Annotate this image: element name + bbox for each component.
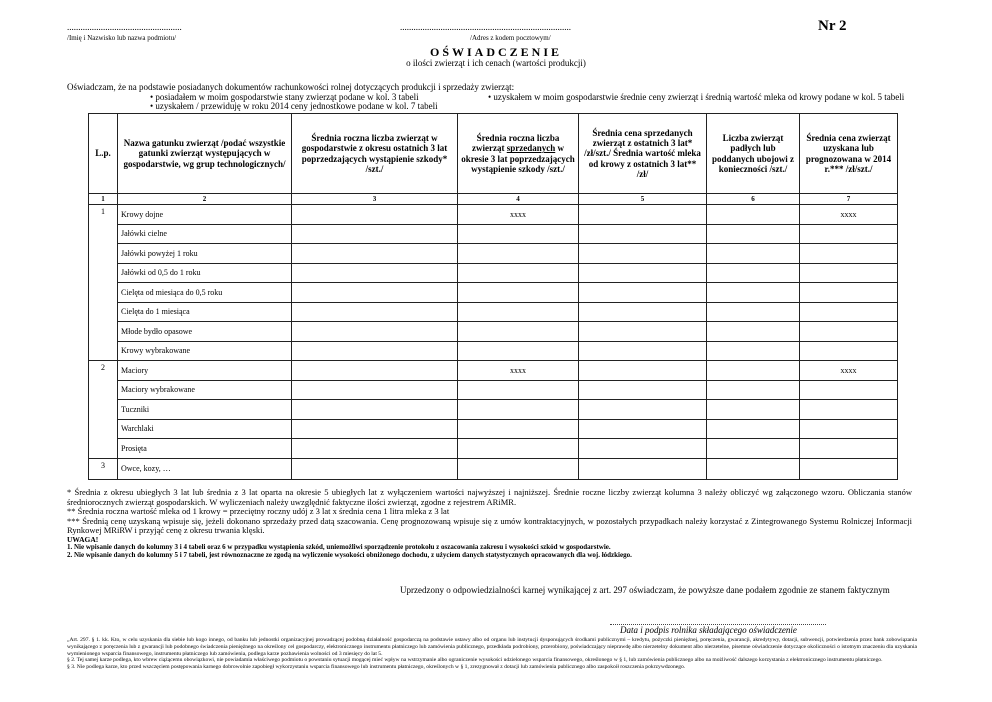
row-species-name: Cielęta do 1 miesiąca [118,302,292,322]
column-number-row [89,194,898,205]
header-species-name: Nazwa gatunku zwierząt /podać wszystkie gatunki zwierząt występujących w gospodarstwie, wg grup technologicznych/ [118,114,292,194]
header-sold-count-post: w okresie 3 lat poprzedzających wystąpienie szkody /szt./ [461,143,575,174]
row-lp: 3 [89,458,118,480]
cell-sold-count[interactable] [458,400,579,420]
cell-sold-count[interactable] [458,419,579,439]
row-species-name: Krowy dojne [118,205,292,225]
column-number: 7 [800,194,898,205]
cell-dead-count[interactable] [707,322,800,342]
cell-average-count[interactable] [292,244,458,264]
cell-average-price[interactable] [579,263,707,283]
cell-average-price[interactable] [579,283,707,303]
cell-sold-count[interactable] [458,380,579,400]
table-row [89,244,898,264]
cell-dead-count[interactable] [707,224,800,244]
cell-average-count[interactable] [292,302,458,322]
name-label: /Imię i Nazwisko lub nazwa podmiotu/ [67,34,177,42]
intro-bullet-1: • posiadałem w moim gospodarstwie stany zwierząt podane w kol. 3 tabeli [150,92,419,102]
row-species-name: Jałówki powyżej 1 roku [118,244,292,264]
cell-average-count[interactable] [292,419,458,439]
intro-statement: Oświadczam, że na podstawie posiadanych dokumentów rachunkowości rolnej dotyczących produkcji i sprzedaży zwierząt: [67,82,515,92]
cell-expected-price[interactable] [800,263,898,283]
cell-sold-count[interactable] [458,244,579,264]
footnotes [67,488,912,560]
header-expected-price: Średnia cena zwierząt uzyskana lub prognozowana w 2014 r.*** /zł/szt./ [800,114,898,194]
cell-average-price[interactable] [579,302,707,322]
cell-average-price[interactable] [579,439,707,459]
cell-dead-count[interactable] [707,439,800,459]
table-row [89,361,898,381]
form-number: Nr 2 [818,18,847,34]
cell-average-count[interactable] [292,458,458,480]
cell-expected-price[interactable] [800,302,898,322]
cell-average-price[interactable] [579,341,707,361]
row-lp: 1 [89,205,118,361]
cell-dead-count[interactable] [707,341,800,361]
table-row [89,224,898,244]
cell-sold-count[interactable] [458,302,579,322]
cell-expected-price[interactable] [800,419,898,439]
warning-1: 1. Nie wpisanie danych do kolumny 3 i 4 tabeli oraz 6 w przypadku wystąpienia szkód, uniemożliwi sporządzenie protokołu z oszacowania zakresu i wysokości szkód w gospodarstwie. [67,542,611,551]
cell-dead-count[interactable] [707,361,800,381]
cell-sold-count[interactable] [458,341,579,361]
row-species-name: Młode bydło opasowe [118,322,292,342]
cell-average-price[interactable] [579,380,707,400]
cell-dead-count[interactable] [707,419,800,439]
intro-bullet-2: • uzyskałem w moim gospodarstwie średnie ceny zwierząt i średnią wartość mleka od krowy podane w kol. 5 tabeli [488,92,905,102]
cell-average-price[interactable] [579,224,707,244]
row-species-name: Warchlaki [118,419,292,439]
cell-expected-price[interactable]: xxxx [800,205,898,225]
table-row [89,400,898,420]
legal-paragraph-1: „Art. 297. § 1. kk. Kto, w celu uzyskania dla siebie lub kogo innego, od banku lub jednostki organizacyjnej prowadzącej podobną działalność gospodarczą na podstawie ustawy albo od organu lub instytucji dysponujących środkami publicznymi – kredytu, pożyczki pieniężnej, poręczenia, gwarancji, akredytywy, dotacji, subwencji, potwierdzenia przez bank zobowiązania wynikającego z poręczenia lub z gwarancji lub podobnego świadczenia pieniężnego na określony cel gospodarczy, elektronicznego instrumentu płatniczego lub zamówienia publicznego, przedkłada podrobiony, przerobiony, poświadczający nieprawdę albo nierzetelny dokument albo nierzetelne, pisemne oświadczenie dotyczące okoliczności o istotnym znaczeniu dla uzyskania wymienionego wsparcia finansowego, instrumentu płatniczego lub zamówienia, podlega karze pozbawienia wolności od 3 miesięcy do lat 5. [67,637,917,657]
declaration-text: Uprzedzony o odpowiedzialności karnej wynikającej z art. 297 oświadczam, że powyższe dane podałem zgodnie ze stanem faktycznym [400,585,890,595]
table-row [89,458,898,480]
cell-average-count[interactable] [292,341,458,361]
cell-average-price[interactable] [579,205,707,225]
cell-sold-count[interactable]: xxxx [458,361,579,381]
cell-sold-count[interactable] [458,283,579,303]
animals-table [88,113,898,480]
page-subtitle: o ilości zwierząt i ich cenach (wartości produkcji) [406,58,586,68]
row-species-name: Prosięta [118,439,292,459]
table-row [89,341,898,361]
cell-average-count[interactable] [292,283,458,303]
cell-dead-count[interactable] [707,400,800,420]
cell-dead-count[interactable] [707,380,800,400]
cell-expected-price[interactable] [800,380,898,400]
name-dotted-line[interactable]: ................................................... [67,22,182,32]
header-average-count: Średnia roczna liczba zwierząt w gospodarstwie z okresu ostatnich 3 lat poprzedzających wystąpienie szkody* /szt./ [292,114,458,194]
table-row [89,205,898,225]
cell-expected-price[interactable] [800,439,898,459]
table-row [89,263,898,283]
column-number: 2 [118,194,292,205]
row-species-name: Krowy wybrakowane [118,341,292,361]
cell-average-count[interactable] [292,263,458,283]
cell-dead-count[interactable] [707,244,800,264]
footnote-3: *** Średnią cenę uzyskaną wpisuje się, jeżeli dokonano sprzedaży przed datą szacowania. Cenę prognozowaną wpisuje się z umów kontraktacyjnych, w pozostałych przypadkach należy korzystać z Zintegrowanego Systemu Rolniczej Informacji Rynkowej MRiRW i przyjąć cenę z okresu trwania klęski. [67,515,912,536]
cell-sold-count[interactable] [458,439,579,459]
column-number: 4 [458,194,579,205]
footnote-2: ** Średnia roczna wartość mleka od 1 krowy = przeciętny roczny udój z 3 lat x średnia cena 1 litra mleka z 3 lat [67,506,450,517]
cell-average-count[interactable] [292,361,458,381]
cell-average-count[interactable] [292,205,458,225]
cell-expected-price[interactable] [800,322,898,342]
table-row [89,419,898,439]
column-number: 6 [707,194,800,205]
row-species-name: Tuczniki [118,400,292,420]
table-row [89,283,898,303]
table-row [89,302,898,322]
table-row [89,439,898,459]
header-sold-count [458,114,579,194]
signature-label: Data i podpis rolnika składającego oświadczenie [620,625,797,635]
legal-paragraph-3: § 3. Nie podlega karze, kto przed wszczęciem postępowania karnego dobrowolnie zapobiegł wykorzystaniu wsparcia finansowego lub instrumentu płatniczego, określonych w § 1, zrezygnował z dotacji lub zamówienia publicznego albo zaspokoił roszczenia pokrzywdzonego. [67,664,686,671]
header-average-price: Średnia cena sprzedanych zwierząt z ostatnich 3 lat* /zł/szt./ Średnia wartość mleka od krowy z ostatnich 3 lat** /zł/ [579,114,707,194]
row-lp: 2 [89,361,118,459]
cell-average-count[interactable] [292,400,458,420]
cell-expected-price[interactable] [800,400,898,420]
cell-expected-price[interactable] [800,458,898,480]
row-species-name: Owce, kozy, … [118,458,292,480]
table-row [89,380,898,400]
legal-paragraph-2: § 2. Tej samej karze podlega, kto wbrew ciążącemu obowiązkowi, nie powiadamia właściwego podmiotu o powstaniu sytuacji mogącej mieć wpływ na wstrzymanie albo ograniczenie wysokości udzielonego wsparcia finansowego, określonego w § 1, lub zamówienia publicznego albo na możliwość dalszego korzystania z elektronicznego instrumentu płatniczego. [67,657,883,664]
cell-dead-count[interactable] [707,283,800,303]
row-species-name: Jałówki od 0,5 do 1 roku [118,263,292,283]
page-title: OŚWIADCZENIE [429,45,563,59]
column-number: 1 [89,194,118,205]
row-species-name: Jałówki cielne [118,224,292,244]
row-species-name: Cielęta od miesiąca do 0,5 roku [118,283,292,303]
cell-average-price[interactable] [579,322,707,342]
column-number: 5 [579,194,707,205]
cell-average-count[interactable] [292,322,458,342]
cell-sold-count[interactable] [458,224,579,244]
column-number: 3 [292,194,458,205]
legal-citation [67,637,917,671]
cell-sold-count[interactable] [458,263,579,283]
footnote-1: * Średnia z okresu ubiegłych 3 lat lub średnia z 3 lat oparta na okresie 5 ubiegłych lat z wyłączeniem wartości najwyższej i najniższej. Średnie roczne liczby zwierząt kolumna 3 należy obliczyć wg załączonego wzoru. Obliczania stanów średniorocznych zwierząt gospodarskich. W wyliczeniach należy uwzględnić faktyczne ilości zwierząt, zgodne z rejestrem ARiMR. [67,487,912,507]
cell-average-price[interactable] [579,361,707,381]
header-lp: L.p. [89,114,118,194]
header-sold-count-underlined: sprzedanych [506,143,556,154]
cell-sold-count[interactable] [458,322,579,342]
cell-dead-count[interactable] [707,458,800,480]
address-label: /Adres z kodem pocztowym/ [470,34,551,42]
intro-bullet-3: • uzyskałem / przewiduję w roku 2014 ceny jednostkowe podane w kol. 7 tabeli [150,101,438,111]
row-species-name: Maciory wybrakowane [118,380,292,400]
cell-expected-price[interactable] [800,224,898,244]
cell-dead-count[interactable] [707,302,800,322]
cell-expected-price[interactable] [800,283,898,303]
cell-average-price[interactable] [579,419,707,439]
table-row [89,322,898,342]
cell-average-count[interactable] [292,380,458,400]
address-dotted-line[interactable]: ............................................................................ [400,22,571,32]
cell-sold-count[interactable]: xxxx [458,205,579,225]
cell-average-price[interactable] [579,244,707,264]
table-header-row [89,114,898,194]
cell-expected-price[interactable] [800,341,898,361]
warning-heading: UWAGA! [67,534,99,544]
cell-average-price[interactable] [579,458,707,480]
cell-average-count[interactable] [292,224,458,244]
warning-2: 2. Nie wpisanie danych do kolumny 5 i 7 tabeli, jest równoznaczne ze zgodą na wyliczenie wysokości obniżonego dochodu, z użyciem danych statystycznych opracowanych dla woj. łódzkiego. [67,550,632,559]
cell-dead-count[interactable] [707,263,800,283]
cell-expected-price[interactable] [800,244,898,264]
cell-average-price[interactable] [579,400,707,420]
header-dead-count: Liczba zwierząt padłych lub poddanych ubojowi z konieczności /szt./ [707,114,800,194]
cell-expected-price[interactable]: xxxx [800,361,898,381]
cell-sold-count[interactable] [458,458,579,480]
header-sold-count-pre: Średnia roczna liczba zwierząt [472,133,560,154]
cell-average-count[interactable] [292,439,458,459]
cell-dead-count[interactable] [707,205,800,225]
row-species-name: Maciory [118,361,292,381]
